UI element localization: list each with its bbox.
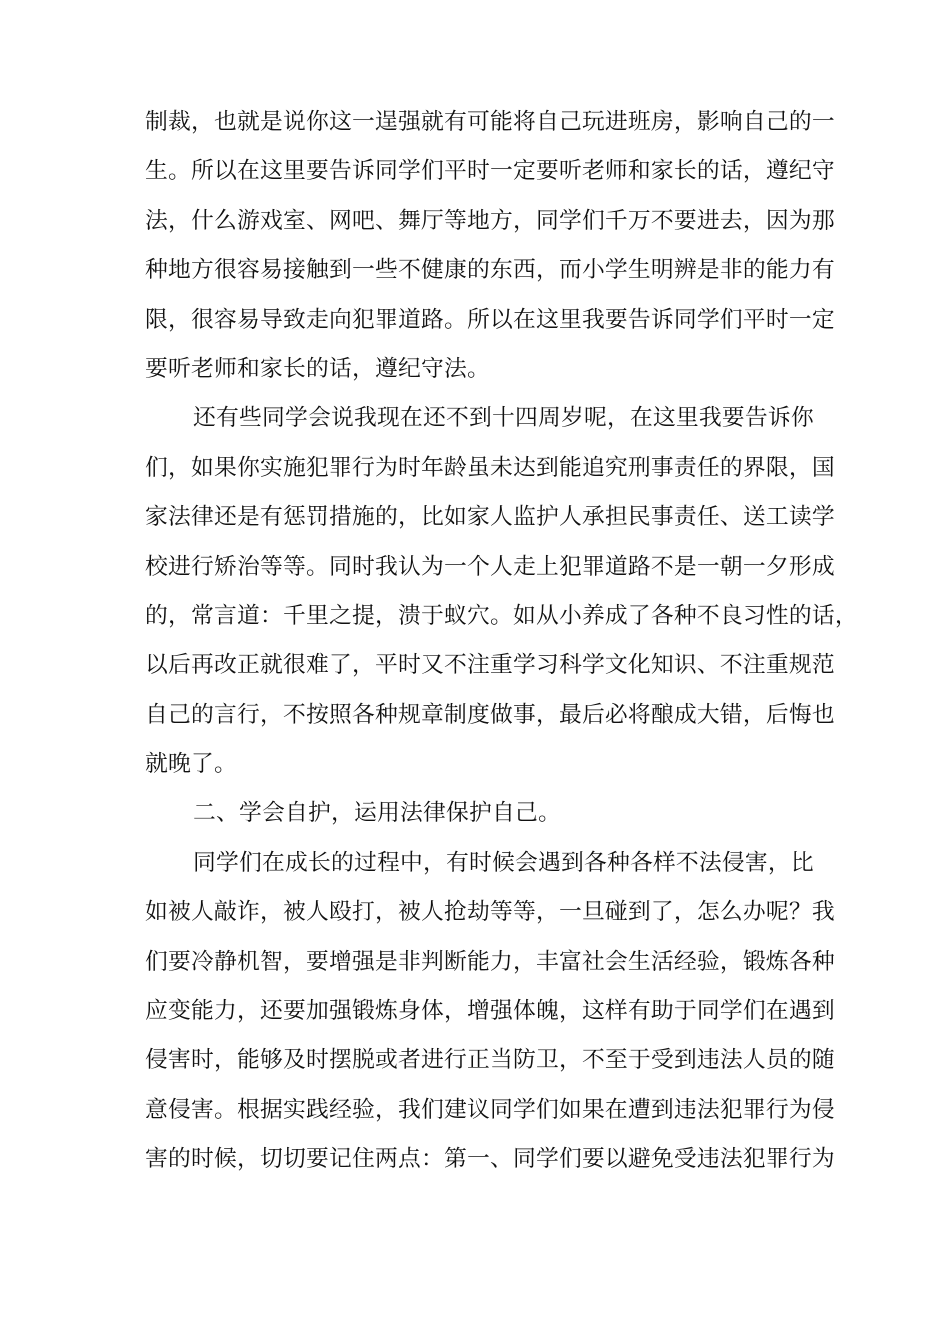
text-line: 意侵害。根据实践经验，我们建议同学们如果在遭到违法犯罪行为侵 xyxy=(145,1096,835,1123)
text-line: 们要冷静机智，要增强是非判断能力，丰富社会生活经验，锻炼各种 xyxy=(145,948,835,975)
text-line: 就晚了。 xyxy=(145,751,237,778)
text-line: 生。所以在这里要告诉同学们平时一定要听老师和家长的话，遵纪守 xyxy=(145,158,835,185)
text-line: 要听老师和家长的话，遵纪守法。 xyxy=(145,355,490,382)
text-line: 制裁，也就是说你这一逞强就有可能将自己玩进班房，影响自己的一 xyxy=(145,109,835,135)
text-line: 如被人敲诈，被人殴打，被人抢劫等等，一旦碰到了，怎么办呢？我 xyxy=(145,899,835,926)
text-line: 家法律还是有惩罚措施的，比如家人监护人承担民事责任、送工读学 xyxy=(145,504,835,531)
text-line: 种地方很容易接触到一些不健康的东西，而小学生明辨是非的能力有 xyxy=(145,257,835,284)
text-line: 应变能力，还要加强锻炼身体，增强体魄，这样有助于同学们在遇到 xyxy=(145,998,835,1025)
text-line: 的，常言道：千里之提，溃于蚁穴。如从小养成了各种不良习性的话， xyxy=(145,602,858,629)
text-line: 以后再改正就很难了，平时又不注重学习科学文化知识、不注重规范 xyxy=(145,652,835,679)
body-text xyxy=(145,98,858,1185)
text-line: 们，如果你实施犯罪行为时年龄虽未达到能追究刑事责任的界限，国 xyxy=(145,454,835,481)
paragraph-start-line: 同学们在成长的过程中，有时候会遇到各种各样不法侵害，比 xyxy=(193,849,814,876)
section-heading: 二、学会自护，运用法律保护自己。 xyxy=(193,800,561,827)
paragraph-start-line: 还有些同学会说我现在还不到十四周岁呢，在这里我要告诉你 xyxy=(193,405,814,432)
text-line: 害的时候，切切要记住两点：第一、同学们要以避免受违法犯罪行为 xyxy=(145,1146,835,1173)
text-line: 校进行矫治等等。同时我认为一个人走上犯罪道路不是一朝一夕形成 xyxy=(145,553,835,580)
text-line: 侵害时，能够及时摆脱或者进行正当防卫，不至于受到违法人员的随 xyxy=(145,1047,835,1074)
text-line: 限，很容易导致走向犯罪道路。所以在这里我要告诉同学们平时一定 xyxy=(145,306,835,333)
text-line: 法，什么游戏室、网吧、舞厅等地方，同学们千万不要进去，因为那 xyxy=(145,207,835,234)
text-line: 自己的言行，不按照各种规章制度做事，最后必将酿成大错，后悔也 xyxy=(145,701,835,728)
